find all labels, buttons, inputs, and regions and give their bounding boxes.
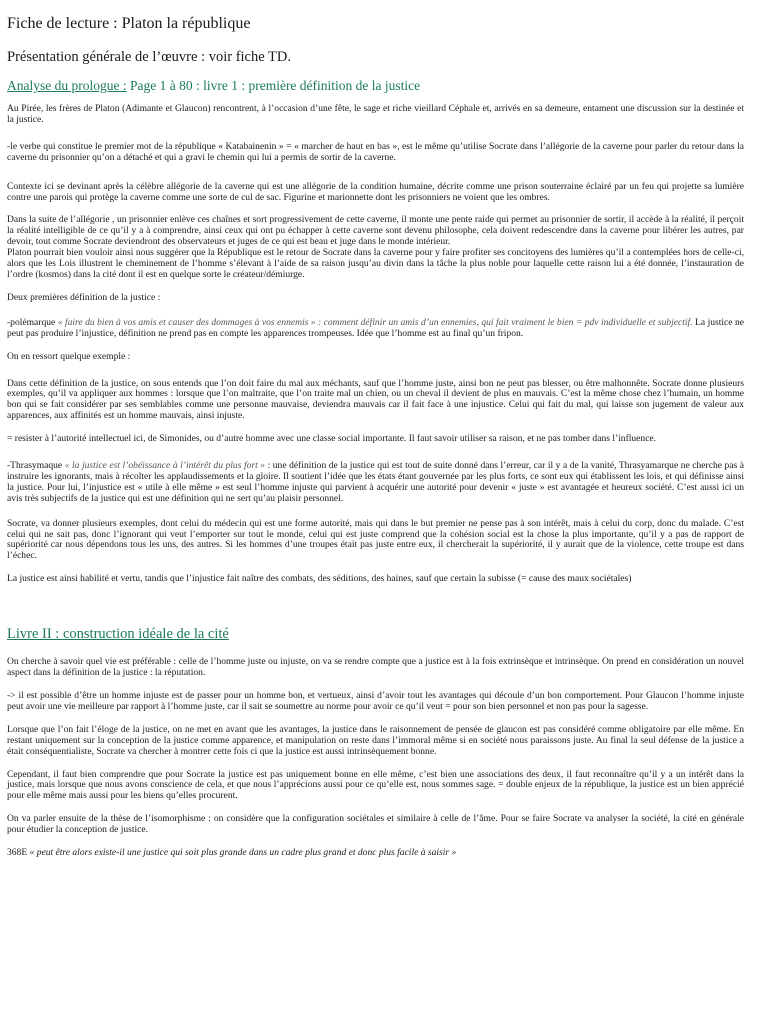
- livre2-heading: Livre II : construction idéale de la cité: [7, 626, 229, 643]
- paragraph: Dans cette définition de la justice, on sous entends que l’on doit faire du mal aux méchants, sauf que l’homme juste, ainsi bon ne peut pas blesser, ou être malhonnête. Socrate donne plusieurs exemples, qu’il va appliquer aux hommes : lorsque que l’on maltraite, que l’on traite mal un chien, ou un cheval il devient de plus en mauvais. C’est la même chose chez l’humain, un homme bon qui se fait considérer par ses semblables comme une personne mauvaise, deviendra mauvais car il fait face à une injustice. Celui qui fait du mal, qui laisse son jugement de valeur aux apparences, aux affinités est un homme mauvais, ainsi injuste.: [7, 377, 744, 422]
- polemarque-label: -polémarque: [7, 316, 58, 328]
- paragraph: On cherche à savoir quel vie est préférable : celle de l’homme juste ou injuste, on va se rendre compte que a justice est à la fois extrinsèque et intrinsèque. On prend en considération un nouvel aspect dans la définition de la justice : la réputation.: [7, 656, 744, 679]
- paragraph: Cependant, il faut bien comprendre que pour Socrate la justice est pas uniquement bonne en elle même, c’est bien une associations des deux, il faut reconnaître qu’il y a un intérêt dans la justice, mais lorsque que nous avons conscience de cela, et que nous l’apprécions aussi pour ce qu’elle est, nous sommes sage. = double enjeux de la république, la justice est un bien apprécié pour elle même mais aussi pour les biens qu’elles procurent.: [7, 768, 744, 802]
- paragraph: Socrate, va donner plusieurs exemples, dont celui du médecin qui est une forme autorité, mais qui dans le but premier ne pense pas à son intérêt, mais à celui du corp, donc du malade. C’est celui qui ne sait pas, donc l’ignorant qui veut l’emporter sur tout le monde, celui qui est juste comprend que la cohésion social est la chose la plus importante, qu’il y a pas de rapport de supériorité car nous dépendons tous les uns, des autres. Si les hommes d’une troupes était pas juste entre eux, il chercherait la supériorité, il y aurait que de la violence, cette troupe est dans l’échec.: [7, 517, 744, 562]
- paragraph: Contexte ici se devinant après la célèbre allégorie de la caverne qui est une allégorie de la condition humaine, décrite comme une prison souterraine éclairé par un feu qui projette sa lumière contre une parois qui protège la caverne comme une sorte de cul de sac. Figurine et marionnette dont les prisonniers ne voient que les ombres.: [7, 180, 744, 203]
- polemarque-text: La justice ne peut pas produire l’injustice, définition ne prend pas en compte les apparences trompeuses. Idée que l’homme est au final qu’un fripon.: [7, 316, 744, 339]
- reference-quote: « peut être alors existe-il une justice qui soit plus grande dans un cadre plus grand et donc plus facile à saisir »: [29, 847, 457, 859]
- paragraph: On va parler ensuite de la thèse de l’isomorphisme : on considère que la configuration sociétales et similaire à celle de l’âme. Pour se faire Socrate va analyser la société, la cité en générale pour étudier la conception de justice.: [7, 813, 744, 836]
- thrasymaque-quote: « la justice est l’obéissance à l’intérêt du plus fort »: [64, 460, 266, 472]
- page-title: Fiche de lecture : Platon la république: [7, 15, 251, 32]
- prologue-heading-label: Analyse du prologue :: [7, 78, 127, 93]
- paragraph: Platon pourrait bien vouloir ainsi nous suggérer que la République est le retour de Socrate dans la caverne pour y faire profiter ses concitoyens des lumières qu’il a contemplées hors de celle-ci, alors que les Lois illustrent le cheminement de l’homme s’élevant à l’aide de sa raison jusqu’au divin dans la tâche la plus noble pour laquelle cette raison lui a été donnée, l’instauration de l’ordre (kosmos) dans la cité dont il est en quelque sorte le créateur/démiurge.: [7, 247, 744, 280]
- paragraph: [7, 318, 744, 340]
- paragraph: [7, 461, 744, 505]
- paragraph: -> il est possible d’être un homme injuste est de passer pour un homme bon, et vertueux, ainsi d’avoir tout les avantages qui découle d’un bon comportement. Pour Glaucon l’homme injuste peut avoir une vie meilleure par rapport à l’homme juste, car il sait se soumettre au norme pour avoir ce qu’il veut = pour son bien personnel et non pas pour la sagesse.: [7, 690, 744, 712]
- thrasymaque-label: -Thrasymaque: [7, 460, 65, 472]
- paragraph: La justice est ainsi habilité et vertu, tandis que l’injustice fait naître des combats, des séditions, des haines, sauf que certain la subisse (= cause des maux sociétales): [7, 573, 632, 585]
- reference-label: 368E: [7, 847, 30, 859]
- paragraph: Deux premières définition de la justice :: [7, 291, 161, 303]
- paragraph: [7, 848, 744, 859]
- paragraph: = resister à l’autorité intellectuel ici, de Simonides, ou d’autre homme avec une classe social importante. Il faut savoir utiliser sa raison, et ne pas tomber dans l’influence.: [7, 433, 657, 445]
- polemarque-quote: « faire du bien à vos amis et causer des dommages à vos ennemis » : comment définir un amis d’un ennemies, qui fait vraiment le bien = pdv individuelle et subjectif.: [57, 316, 693, 328]
- prologue-heading: [7, 77, 744, 94]
- prologue-heading-text: Page 1 à 80 : livre 1 : première définition de la justice: [126, 78, 421, 93]
- paragraph: Lorsque que l’on fait l’éloge de la justice, on ne met en avant que les avantages, la justice dans le raisonnement de pensée de glaucon est pas considéré comme obligatoire par elle même. En restant uniquement sur la conception de la justice comme apparence, et manipulation on reste dans l’immoral même si en société nous paraissons juste. Au final la seul défense de la justice a était conséquentialiste, Socrate va chercher à montrer cette fois ci que la justice est aussi intrinsèquement bonne.: [7, 723, 744, 757]
- paragraph: Au Pirée, les frères de Platon (Adimante et Glaucon) rencontrent, à l’occasion d’une fête, le sage et riche vieillard Céphale et, arrivés en sa demeure, entament une discussion sur la destinée et la justice.: [7, 103, 744, 125]
- paragraph: On en ressort quelque exemple :: [7, 350, 131, 362]
- presentation-line: Présentation générale de l’œuvre : voir fiche TD.: [7, 49, 291, 65]
- paragraph: -le verbe qui constitue le premier mot de la république « Katabainenin » = « marcher de haut en bas », est le même qu’utilise Socrate dans l’allégorie de la caverne pour parler du retour dans la caverne du prisonnier qu’on a détaché et qui a gravi le chemin qui lui a permis de sortir de la caverne.: [7, 140, 744, 163]
- paragraph: Dans la suite de l’allégorie , un prisonnier enlève ces chaînes et sort progressivement de cette caverne, il monte une pente raide qui permet au prisonnier de sortir, il accède à la réalité, il perçoit la réalité intelligible de ce qu’il y a à comprendre, ainsi ceux qui ont pu échapper à cette caverne sont devenu philosophe, cela doivent redescendre dans la caverne pour libérer les autres, par devoir, tout comme Socrate deviendront des observateurs et juges de ce qui est beau et juge dans le monde intérieur.: [7, 214, 744, 248]
- thrasymaque-text: : une définition de la justice qui est tout de suite donné dans l’erreur, car il y a de la vanité, Thrasyamarque ne cherche pas à instruire les ignorants, mais à récolter les applaudissements et la gloire. Il soutient l’idée que les états étant gouvernée par les plus forts, ce sont eux qui établissent les lois, et qui définisse ainsi la justice. Pour lui, l’injustice est « utile à elle même » est seul l’homme injuste qui parvient à acquérir une autorité pour devenir « juste » est avantagée et heureux société. C’est aussi ici un avis très subjectifs de la justice qui est une définition qui ne sert qu’au plaisir personnel.: [7, 460, 744, 504]
